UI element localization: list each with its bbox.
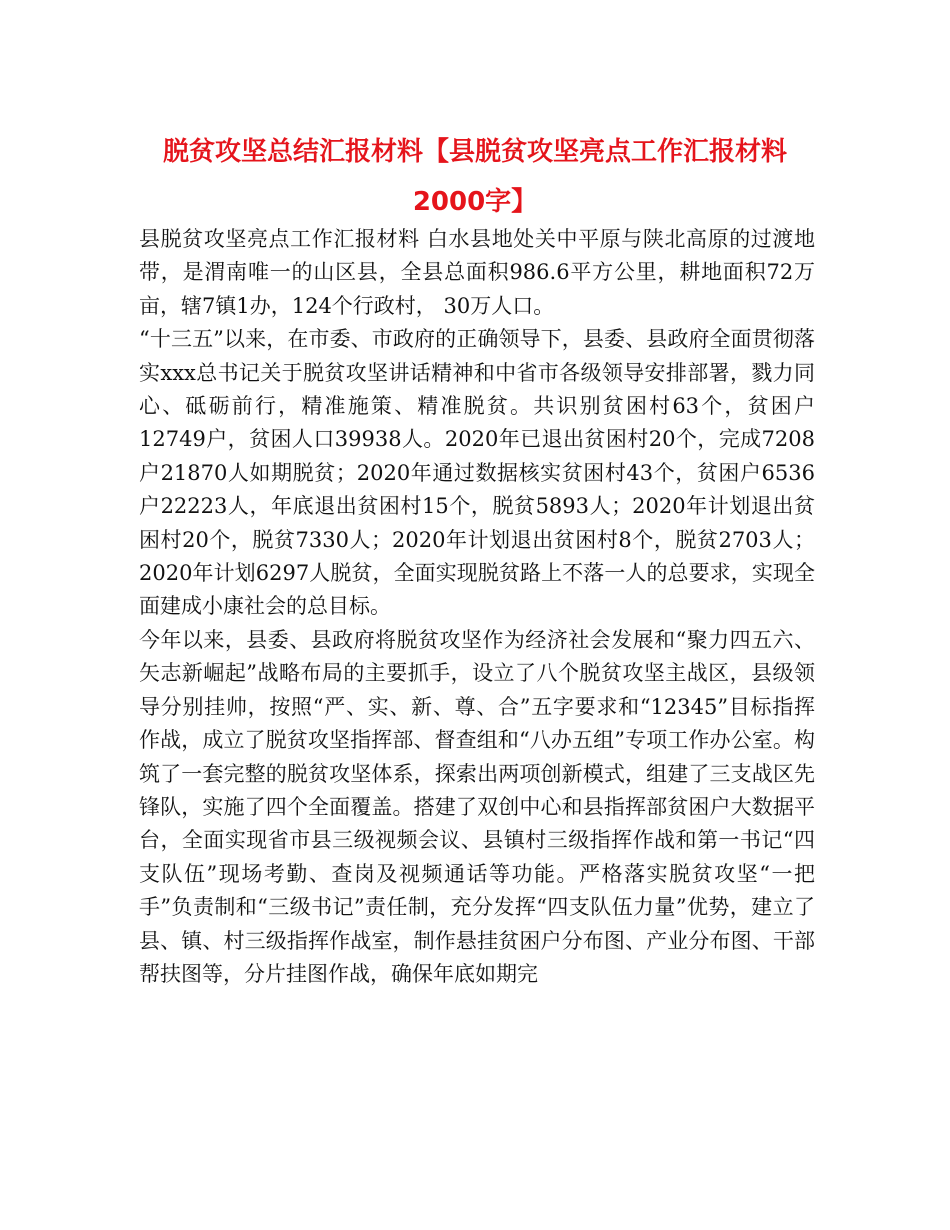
document-title: [120, 127, 830, 227]
title-line-2: 2000字】: [412, 187, 538, 217]
paragraph-intro: 县脱贫攻坚亮点工作汇报材料 白水县地处关中平原与陕北高原的过渡地带，是渭南唯一的山区县，全县总面积986.6平方公里，耕地面积72万亩，辖7镇1办，124个行政村， 30万人口。: [139, 227, 815, 318]
document-body: [139, 223, 815, 991]
title-line-1: 脱贫攻坚总结汇报材料【县脱贫攻坚亮点工作汇报材料: [162, 137, 787, 167]
paragraph-progress: “十三五”以来，在市委、市政府的正确领导下，县委、县政府全面贯彻落实xxx总书记关于脱贫攻坚讲话精神和中省市各级领导安排部署，戮力同心、砥砺前行，精准施策、精准脱贫。共识别贫困村63个，贫困户12749户，贫困人口39938人。2020年已退出贫困村20个，完成7208户21870人如期脱贫；2020年通过数据核实贫困村43个，贫困户6536户22223人，年底退出贫困村15个，脱贫5893人；2020年计划退出贫困村20个，脱贫7330人；2020年计划退出贫困村8个，脱贫2703人；2020年计划6297人脱贫，全面实现脱贫路上不落一人的总要求，实现全面建成小康社会的总目标。: [139, 327, 815, 619]
paragraph-measures: 今年以来，县委、县政府将脱贫攻坚作为经济社会发展和“聚力四五六、矢志新崛起”战略布局的主要抓手，设立了八个脱贫攻坚主战区，县级领导分别挂帅，按照“严、实、新、尊、合”五字要求和“12345”目标指挥作战，成立了脱贫攻坚指挥部、督查组和“八办五组”专项工作办公室。构筑了一套完整的脱贫攻坚体系，探索出两项创新模式，组建了三支战区先锋队，实施了四个全面覆盖。搭建了双创中心和县指挥部贫困户大数据平台，全面实现省市县三级视频会议、县镇村三级指挥作战和第一书记“四支队伍”现场考勤、查岗及视频通话等功能。严格落实脱贫攻坚“一把手”负责制和“三级书记”责任制，充分发挥“四支队伍力量”优势，建立了县、镇、村三级指挥作战室，制作悬挂贫困户分布图、产业分布图、干部帮扶图等，分片挂图作战，确保年底如期完: [139, 627, 815, 986]
